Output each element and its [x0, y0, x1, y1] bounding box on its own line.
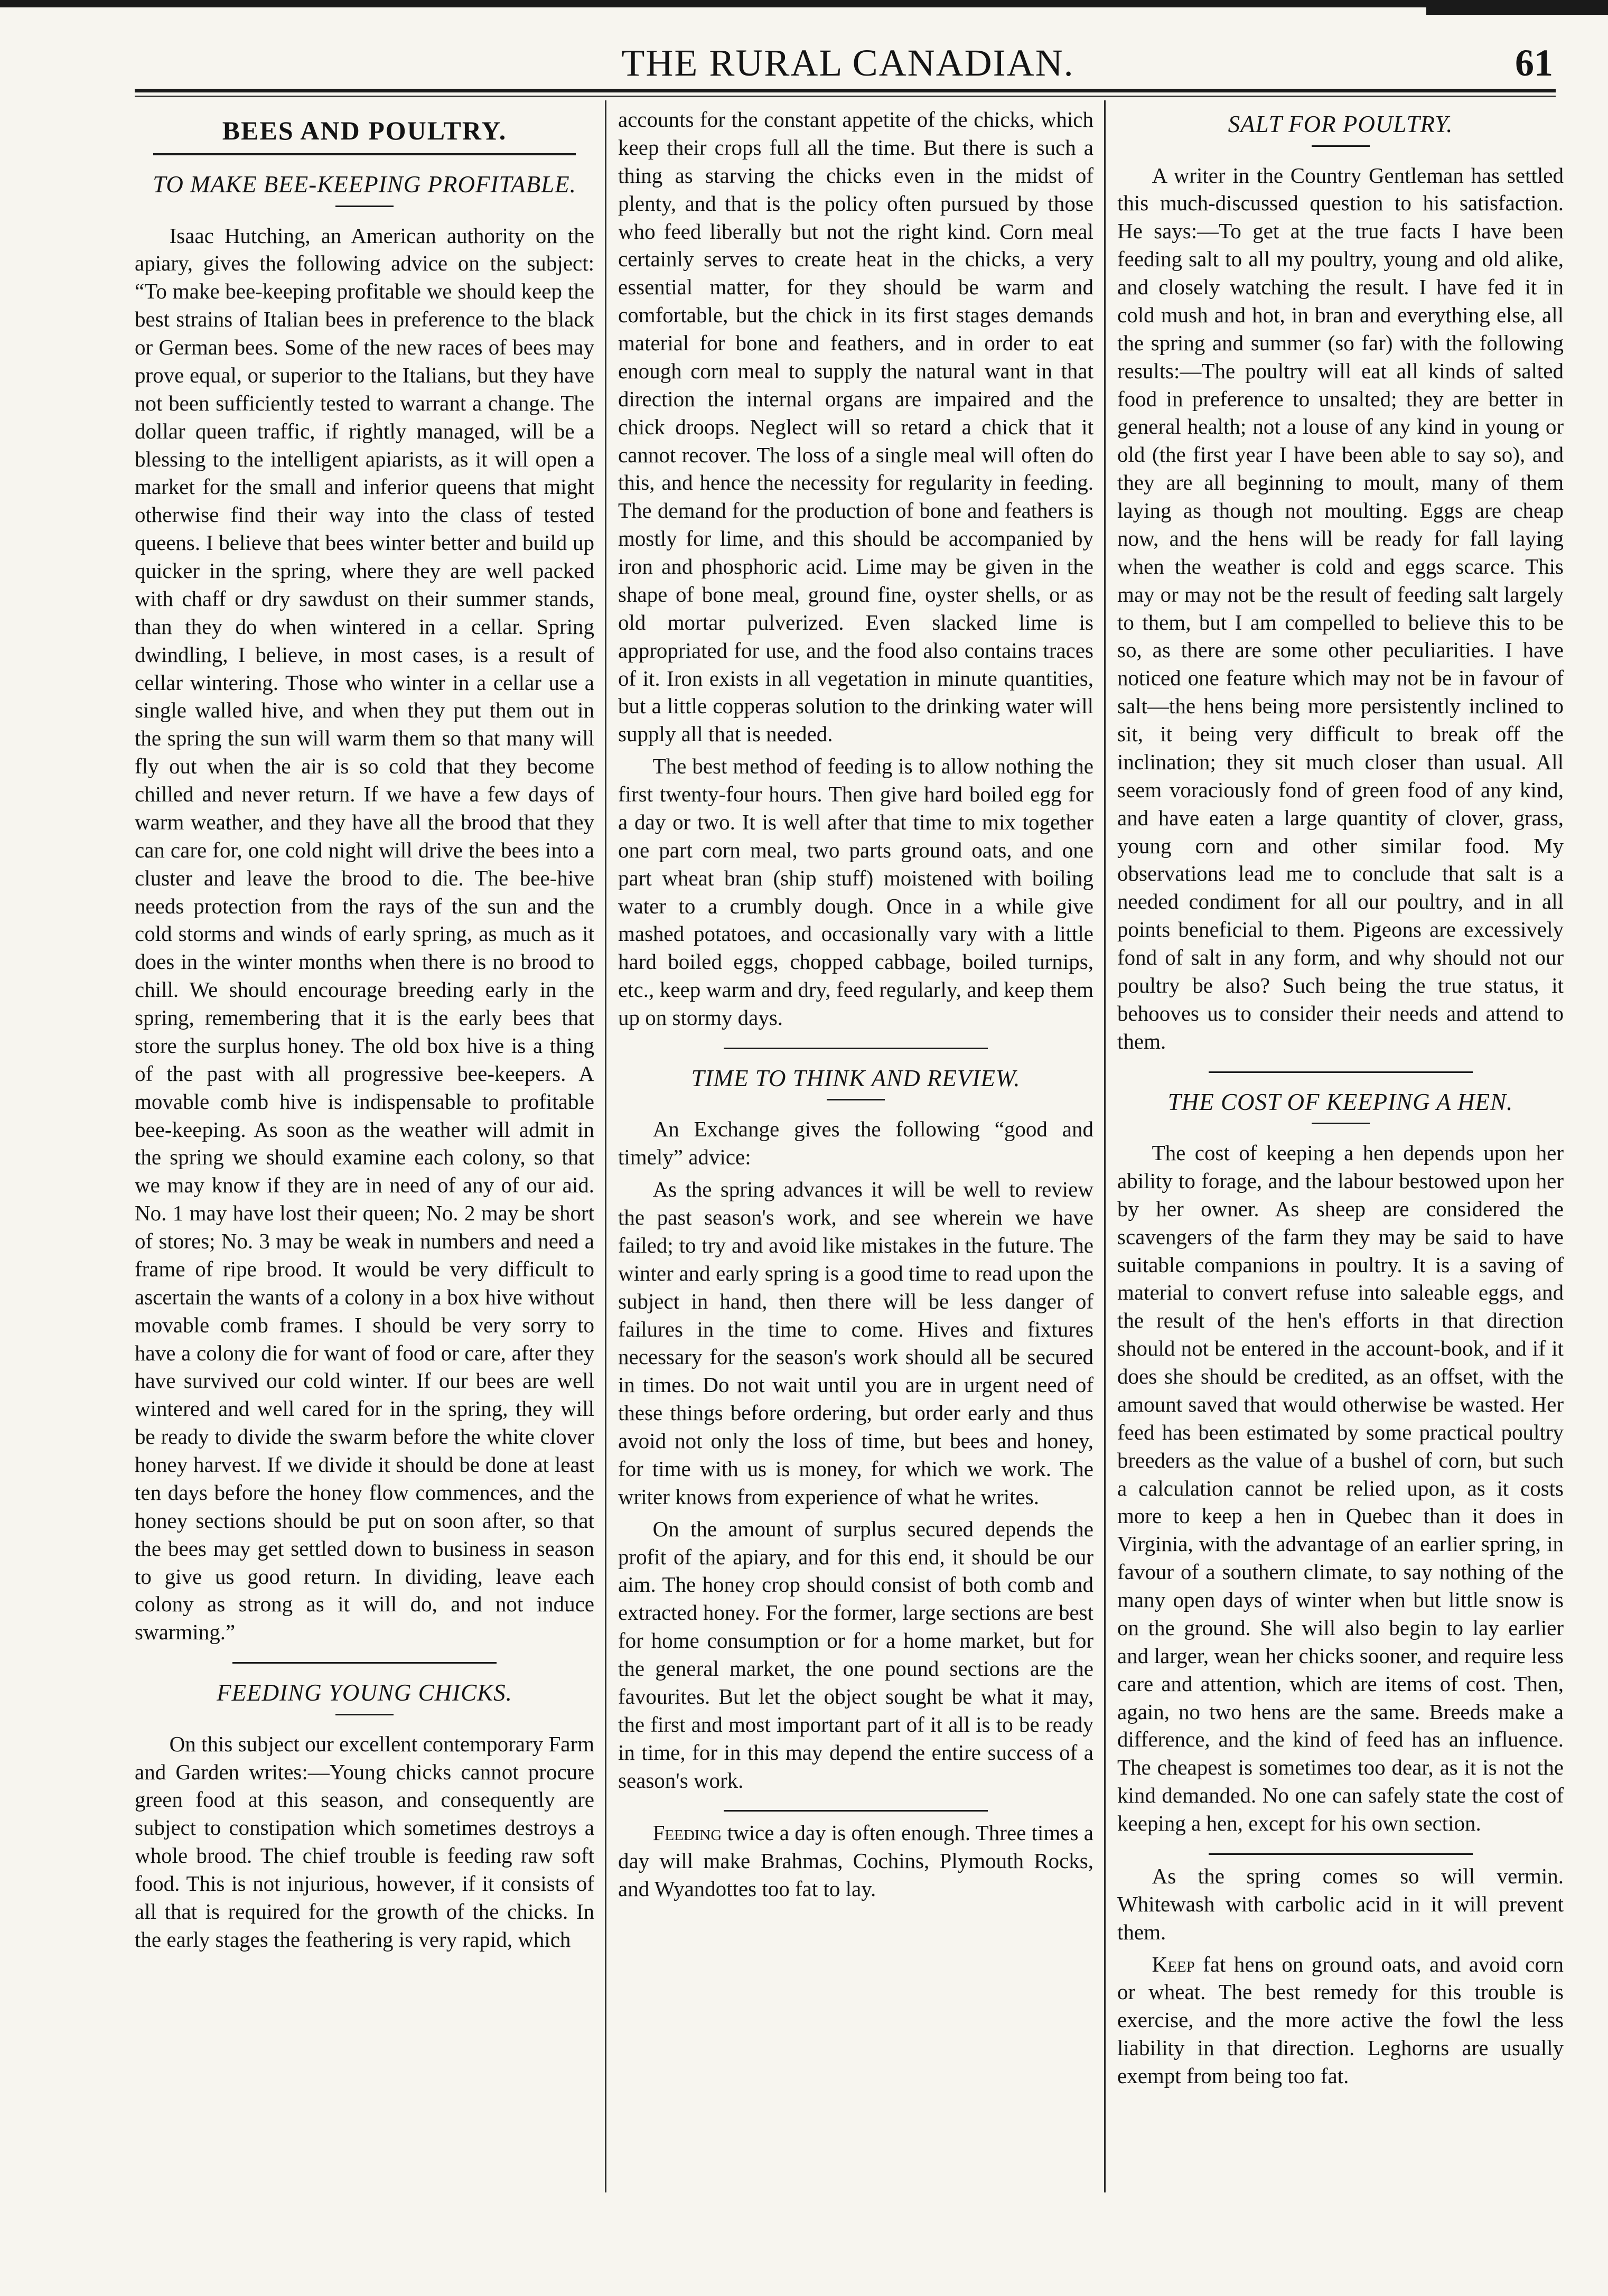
article-title: SALT FOR POULTRY. — [1228, 111, 1453, 137]
article-title: FEEDING YOUNG CHICKS. — [217, 1679, 512, 1706]
title-rule — [335, 1714, 394, 1715]
title-rule — [1312, 1123, 1370, 1124]
paragraph: On this subject our excellent contemporary Farm and Garden writes:—Young chicks cannot procure green food at this season, and consequently are subject to constipation which sometimes destroys a whole brood. The chief trouble is feeding raw soft food. This is not injurious, however, if it consists of all that is required for the growth of the chicks. In the early stages the feathering is very rapid, which — [135, 1731, 594, 1952]
article-separator — [232, 1662, 497, 1664]
section-heading: BEES AND POULTRY. — [222, 116, 507, 145]
column-divider — [605, 100, 606, 2192]
section-rule — [153, 153, 576, 155]
paragraph: An Exchange gives the following “good and timely” advice: — [618, 1117, 1093, 1170]
article-separator — [724, 1048, 988, 1049]
paragraph: As the spring advances it will be well to review the past season's work, and see wherein we have failed; to try and avoid like mistakes in the future. The winter and early spring is a good time to read upon the subject in hand, then there will be less danger of failures in the time to come. Hives and fixtures necessary for the season's work should all be secured in times. Do not wait until you are in urgent need of these things before ordering, but order early and thus avoid not only the loss of time, but bees and honey, for time with us is money, for which we work. The writer knows from experience of what he writes. — [618, 1177, 1093, 1509]
top-border-corner — [1426, 7, 1608, 15]
note-lead: Keep — [1152, 1952, 1195, 1976]
paragraph: A writer in the Country Gentleman has settled this much-discussed question to his satisfaction. He says:—To get at the true facts I have been feeding salt to all my poultry, young and old alike, and closely watching the result. I have fed it in cold mush and hot, in bran and everything else, all the spring and summer (so far) with the following results:—The poultry will eat all kinds of salted food in preference to unsalted; they are better in general health; not a louse of any kind in young or old (the first year I have been able to say so), and they are all beginning to moult, many of them laying as though not moulting. Eggs are cheap now, and the hens will be ready for fall laying when the weather is cold and eggs scarce. This may or may not be the result of feeding salt largely to them, but I am compelled to believe this to be so, as there are some other peculiarities. I have noticed one feature which may not be in favour of salt—the hens being more persistently inclined to sit, it being very difficult to break off the inclination; they sit much closer than usual. All seem voraciously fond of green food of any kind, and have eaten a large quantity of clover, grass, young corn and other similar food. My observations lead me to conclude that salt is a needed condiment for all our poultry, and in all points beneficial to them. Pigeons are excessively fond of salt in any form, and why should not our poultry be also? Such being the true status, it behooves us to consider their needs and attend to them. — [1117, 163, 1564, 1053]
article-continuation — [618, 106, 1093, 1032]
column-3 — [1117, 106, 1564, 2192]
paragraph: Isaac Hutching, an American authority on the apiary, gives the following advice on the subject: “To make bee-keeping profitable we should keep the best strains of Italian bees in preference to the black or German bees. Some of the new races of bees may prove equal, or superior to the Italians, but they have not been sufficiently tested to warrant a change. The dollar queen traffic, if rightly managed, will be a blessing to the intelligent apiarists, as it will open a market for the small and inferior queens that might otherwise find their way into the class of tested queens. I believe that bees winter better and build up quicker in the spring, where they are well packed with chaff or dry sawdust on their summer stands, than they do when wintered in a cellar. Spring dwindling, I believe, in most cases, is a result of cellar wintering. Those who winter in a cellar use a single walled hive, and when they put them out in the spring the sun will warm them so that many will fly out when the air is so cold that they become chilled and never return. If we have a few days of warm weather, and they have all the brood that they can care for, one cold night will drive the bees into a cluster and leave the brood to die. The bee-hive needs protection from the rays of the sun and the cold storms and winds of early spring, as much as it does in the winter months when there is no brood to chill. We should encourage breeding early in the spring, remembering that it is the early bees that store the surplus honey. The old box hive is a thing of the past with all progressive bee-keepers. A movable comb hive is indispensable to profitable bee-keeping. As soon as the weather will admit in the spring we should examine each colony, so that we may know if they are in need of any of our aid. No. 1 may have lost their queen; No. 2 may be short of stores; No. 3 may be weak in numbers and need a frame of ripe brood. It would be very difficult to ascertain the wants of a colony in a box hive without movable comb frames. I should be very sorry to have a colony die for want of food or care, after they have survived our cold winter. If our bees are well wintered and well cared for in the spring, they will be ready to divide the swarm before the white clover honey harvest. If we divide it should be done at least ten days before the honey flow commences, and the honey sections should be put on soon after, so that the bees may get settled down to business in season to give us good return. In dividing, leave each colony as strong as it will do, and not induce swarming.” — [135, 223, 594, 1645]
top-border — [0, 0, 1608, 7]
paragraph: On the amount of surplus secured depends the profit of the apiary, and for this end, it should be our aim. The honey crop should consist of both comb and extracted honey. For the former, large sections are best for home consumption or for a home market, but for the general market, the one pound sections are the favourites. But let the object sought be what it may, the first and most important part of it all is to be ready in time, for in this may depend the entire success of a season's work. — [618, 1516, 1093, 1793]
article-body — [135, 1730, 594, 1954]
column-2 — [618, 106, 1093, 2192]
paragraph: The best method of feeding is to allow nothing the first twenty-four hours. Then give hard boiled egg for a day or two. It is well after that time to mix together one part corn meal, two parts ground oats, and one part wheat bran (ship stuff) moistened with boiling water to a crumbly dough. Once in a while give mashed potatoes, and occasionally vary with a little hard boiled eggs, chopped cabbage, boiled turnips, etc., keep warm and dry, feed regularly, and keep them up on stormy days. — [618, 754, 1093, 1030]
column-divider — [1104, 100, 1106, 2192]
page-number: 61 — [1515, 42, 1553, 84]
paragraph: accounts for the constant appetite of the chicks, which keep their crops full all the time. But there is such a thing as starving the chicks even in the midst of plenty, and that is the policy often pursued by those who feed liberally but not the right kind. Corn meal certainly serves to create heat in the chicks, a very essential matter, for they should be warm and comfortable, but the chick in its first stages demands material for bone and feathers, and in order to eat enough corn meal to supply the natural want in that direction the internal organs are impaired and the chick droops. Neglect will so retard a chick that it cannot recover. The loss of a single meal will often do this, and hence the necessity for regularity in feeding. The demand for the production of bone and feathers is mostly for lime, and this should be accompanied by iron and phosphoric acid. Lime may be given in the shape of bone meal, ground fine, oyster shells, or as old mortar pulverized. Even slacked lime is appropriated for use, and the food also contains traces of it. Iron exists in all vegetation in minute quantities, but a little copperas solution to the drinking water will supply all that is needed. — [618, 107, 1093, 746]
article-separator — [724, 1810, 988, 1812]
paragraph: The cost of keeping a hen depends upon her ability to forage, and the labour bestowed upon her by her owner. As sheep are considered the scavengers of the farm they may be said to have suitable companions in poultry. It is a saving of material to convert refuse into saleable eggs, and the result of the hen's efforts in that direction should not be entered in the account-book, and if it does she should be credited, as an offset, with the amount saved that would otherwise be wasted. Her feed has been estimated by some practical poultry breeders as the value of a bushel of corn, but such a calculation cannot be relied upon, as it costs more to keep a hen in Quebec than it does in Virginia, with the advantage of an earlier spring, in favour of a southern climate, to say nothing of the many open days of winter when but little snow is on the ground. She will also begin to lay earlier and larger, wean her chicks sooner, and require less care and attention, which are items of cost. Then, again, no two hens are the same. Breeds make a difference, and the kind of feed has an influence. The cheapest is sometimes too dear, as it is not the kind demanded. No one can safely state the cost of keeping a hen, except for his own section. — [1117, 1141, 1564, 1835]
column-1 — [135, 106, 594, 2192]
note-text: fat hens on ground oats, and avoid corn or wheat. The best remedy for this trouble is exercise, and the more active the fowl the less liability in that direction. Leghorns are usually exempt from being too fat. — [1117, 1952, 1564, 2088]
article-title: TO MAKE BEE-KEEPING PROFITABLE. — [153, 171, 576, 198]
title-rule — [827, 1099, 885, 1100]
article-title: TIME TO THINK AND REVIEW. — [691, 1065, 1021, 1091]
masthead-title: THE RURAL CANADIAN. — [621, 42, 1074, 84]
article-title: THE COST OF KEEPING A HEN. — [1167, 1088, 1513, 1115]
page-header — [132, 31, 1564, 89]
article-separator — [1209, 1853, 1473, 1855]
article-separator — [1209, 1071, 1473, 1073]
article-body — [1117, 1139, 1564, 1837]
title-rule — [335, 206, 394, 207]
article-body — [1117, 162, 1564, 1056]
short-note — [1117, 1950, 1564, 2090]
header-rule — [135, 89, 1556, 92]
short-note — [618, 1819, 1093, 1903]
title-rule — [1312, 145, 1370, 147]
article-body — [618, 1115, 1093, 1794]
article-body — [135, 222, 594, 1647]
header-rule-thin — [135, 96, 1556, 97]
note-text: twice a day is often enough. Three times a day will make Brahmas, Cochins, Plymouth Rocks, and Wyandottes too fat to lay. — [618, 1821, 1093, 1901]
short-note: As the spring comes so will vermin. Whitewash with carbolic acid in it will prevent them. — [1117, 1863, 1564, 1944]
note-lead: Feeding — [652, 1821, 722, 1845]
